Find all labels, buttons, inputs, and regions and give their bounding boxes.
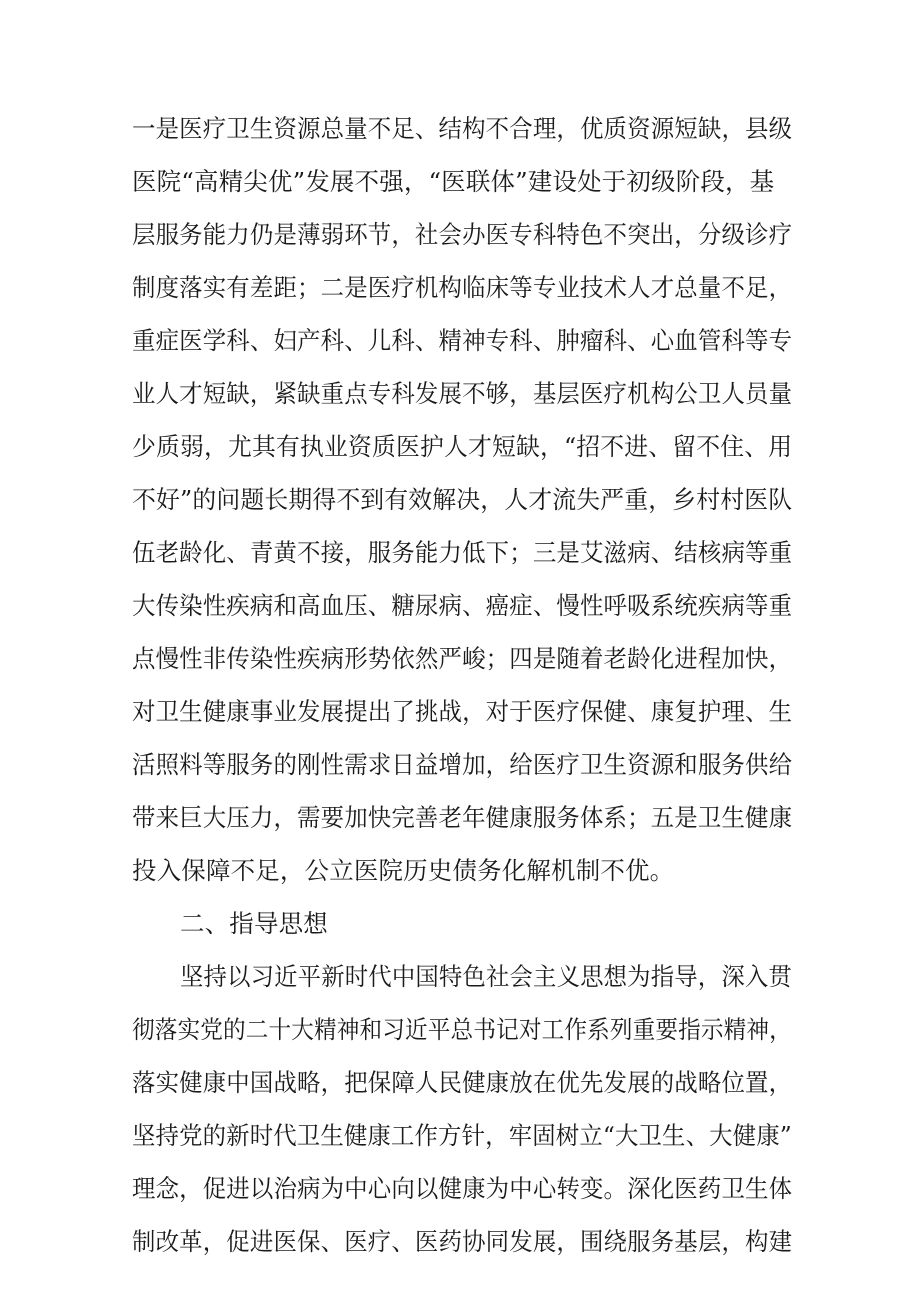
text-line: 层服务能力仍是薄弱环节，社会办医专科特色不突出，分级诊疗 xyxy=(132,220,793,249)
text-line: 大传染性疾病和高血压、糖尿病、癌症、慢性呼吸系统疾病等重 xyxy=(132,591,793,620)
section-heading: 二、指导思想 xyxy=(180,909,328,938)
text-line: 活照料等服务的刚性需求日益增加，给医疗卫生资源和服务供给 xyxy=(132,750,793,779)
text-line: 制度落实有差距；二是医疗机构临床等专业技术人才总量不足， xyxy=(132,273,793,302)
text-line: 少质弱，尤其有执业资质医护人才短缺，“招不进、留不住、用 xyxy=(132,432,793,461)
text-line: 投入保障不足，公立医院历史债务化解机制不优。 xyxy=(132,856,675,885)
text-line: 彻落实党的二十大精神和习近平总书记对工作系列重要指示精神， xyxy=(132,1015,792,1044)
text-line: 坚持党的新时代卫生健康工作方针，牢固树立“大卫生、大健康” xyxy=(132,1121,792,1150)
text-line: 制改革，促进医保、医疗、医药协同发展，围绕服务基层，构建 xyxy=(132,1227,793,1256)
text-line: 落实健康中国战略，把保障人民健康放在优先发展的战略位置， xyxy=(132,1068,793,1097)
text-line: 一是医疗卫生资源总量不足、结构不合理，优质资源短缺，县级 xyxy=(132,114,793,143)
text-line: 重症医学科、妇产科、儿科、精神专科、肿瘤科、心血管科等专 xyxy=(132,326,793,355)
text-line: 医院“高精尖优”发展不强，“医联体”建设处于初级阶段，基 xyxy=(132,167,775,196)
text-line: 点慢性非传染性疾病形势依然严峻；四是随着老龄化进程加快， xyxy=(132,644,793,673)
text-line: 带来巨大压力，需要加快完善老年健康服务体系；五是卫生健康 xyxy=(132,803,793,832)
text-line: 不好”的问题长期得不到有效解决，人才流失严重，乡村村医队 xyxy=(132,485,793,514)
text-line: 业人才短缺，紧缺重点专科发展不够，基层医疗机构公卫人员量 xyxy=(132,379,793,408)
text-line: 伍老龄化、青黄不接，服务能力低下；三是艾滋病、结核病等重 xyxy=(132,538,793,567)
text-line: 对卫生健康事业发展提出了挑战，对于医疗保健、康复护理、生 xyxy=(132,697,793,726)
text-line: 坚持以习近平新时代中国特色社会主义思想为指导，深入贯 xyxy=(180,962,792,991)
text-line: 理念，促进以治病为中心向以健康为中心转变。深化医药卫生体 xyxy=(132,1174,793,1203)
